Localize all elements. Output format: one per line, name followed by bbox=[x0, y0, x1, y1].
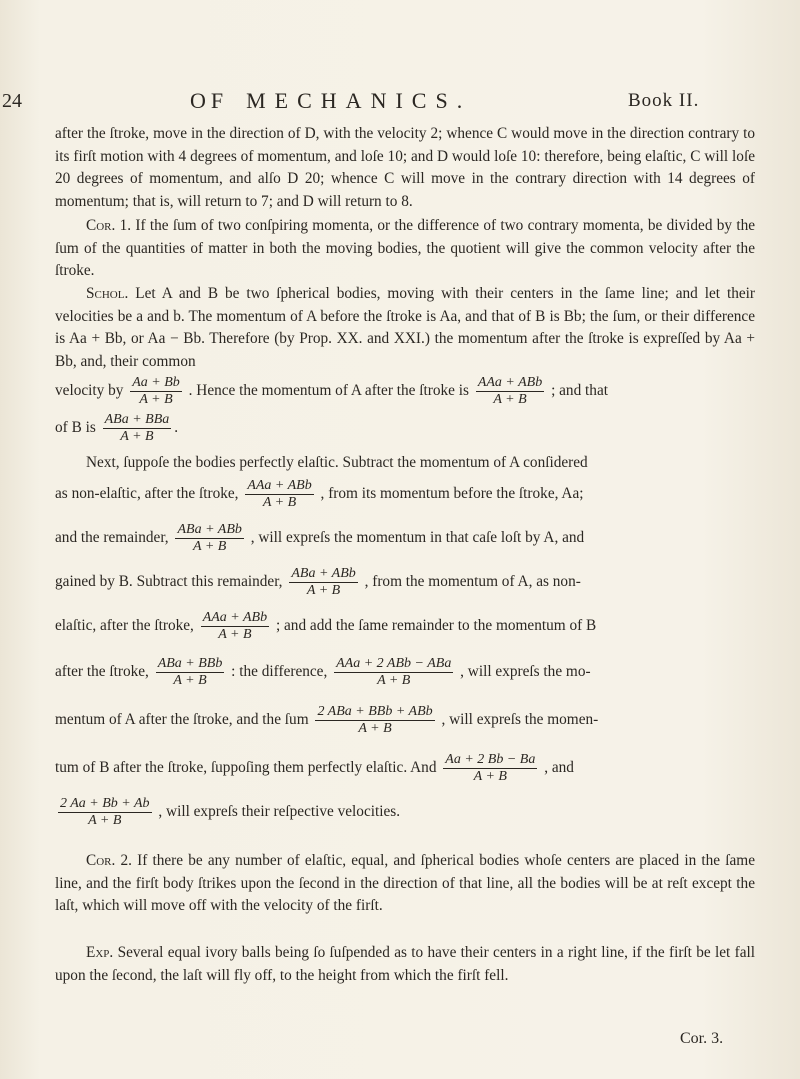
tum-suffix: , and bbox=[544, 759, 574, 777]
vel-suffix: ; and that bbox=[551, 382, 608, 400]
nonel-suffix: , from its momentum before the ſtroke, Aa; bbox=[320, 485, 584, 503]
fraction-2: $\frac{\text{AAa + ABb}}{A + B}$ bbox=[477, 375, 543, 407]
gain-suffix: , from the momentum of A, as non- bbox=[364, 573, 581, 591]
equation-nonelastic bbox=[55, 478, 755, 511]
fraction-12: $\frac{2 Aa + Bb + Ab}{A + B}$ bbox=[60, 796, 150, 828]
corollary-1 bbox=[55, 215, 755, 283]
running-title-of: OF bbox=[190, 88, 229, 113]
exp-text: Several equal ivory balls being ſo ſuſpended as to have their centers in a right line, if the firſt be let fall upon the ſecond, the laſt will fly off, to the height from which the firſt fell. bbox=[55, 944, 755, 984]
equation-momentum-b bbox=[55, 752, 755, 785]
ment-suffix: , will expreſs the momen- bbox=[441, 711, 599, 729]
equation-gained bbox=[55, 566, 755, 599]
schol-label: Schol. bbox=[86, 285, 129, 302]
equation-velocities bbox=[55, 796, 755, 829]
gain-prefix: gained by B. Subtract this remainder, bbox=[55, 573, 283, 591]
equation-elastic bbox=[55, 610, 755, 643]
fraction-8: $\frac{\text{ABa + BBb}}{A + B}$ bbox=[157, 656, 223, 688]
paragraph-1 bbox=[55, 123, 755, 213]
vel-prefix: velocity by bbox=[55, 382, 124, 400]
fraction-4: $\frac{\text{AAa + ABb}}{A + B}$ bbox=[247, 478, 312, 510]
catchword: Cor. 3. bbox=[680, 1030, 724, 1047]
nonel-prefix: as non-elaſtic, after the ſtroke, bbox=[55, 485, 239, 503]
equation-momentum-a bbox=[55, 704, 755, 737]
equation-after bbox=[55, 656, 755, 689]
next-paragraph bbox=[55, 452, 755, 475]
equation-remainder bbox=[55, 522, 755, 555]
scholium bbox=[55, 283, 755, 373]
fraction-7: $\frac{\text{AAa + ABb}}{A + B}$ bbox=[202, 610, 268, 642]
equation-velocity bbox=[55, 375, 755, 408]
running-title-mechanics: MECHANICS. bbox=[246, 88, 472, 113]
cor2-label: Cor. 2. bbox=[86, 852, 132, 869]
schol-text: Let A and B be two ſpherical bodies, moving with their centers in the ſame line; and let their velocities be a and b. The momentum of A before the ſtroke is Aa, and that of B is Bb; the ſum, or their difference is Aa + Bb, or Aa − Bb. Therefore (by Prop. XX. and XXI.) the momentum after the ſtroke is expreſſed by Aa + Bb, and, their common bbox=[55, 285, 756, 370]
next-text: Next, ſuppoſe the bodies perfectly elaſtic. Subtract the momentum of A conſidered bbox=[86, 454, 588, 471]
fraction-10: $\frac{\text{2 ABa + BBb + ABb}}{A + B}$ bbox=[317, 704, 433, 736]
rem-suffix: , will expreſs the momentum in that caſe loſt by A, and bbox=[250, 529, 585, 547]
fraction-9: $\frac{\text{AAa + 2 ABb − ABa}}{A + B}$ bbox=[336, 656, 452, 688]
last-suffix: , will expreſs their reſpective velocities. bbox=[158, 803, 401, 821]
running-title bbox=[190, 88, 471, 114]
cor2-text: If there be any number of elaſtic, equal, and ſpherical bodies whoſe centers are placed in the ſame line, and the firſt body ſtrikes upon the ſecond in the direction of that line, all the bodies will be at reſt except the laſt, which will move off with the velocity of the firſt. bbox=[55, 852, 755, 914]
fraction-6: $\frac{\text{ABa + ABb}}{A + B}$ bbox=[291, 566, 356, 598]
experiment bbox=[55, 942, 755, 987]
paragraph-1-text: after the ſtroke, move in the direction of D, with the velocity 2; whence C would move in the direction contrary to its firſt motion with 4 degrees of momentum, and loſe 10; and D would loſe 10: therefore, being elaſtic, C will loſe 20 degrees of momentum, and alſo D 20; whence C will move in the contrary direction with 14 degrees of momentum; that is, will return to 7; and D will return to 8. bbox=[55, 125, 755, 210]
rem-prefix: and the remainder, bbox=[55, 529, 169, 547]
el-prefix: elaſtic, after the ſtroke, bbox=[55, 617, 194, 635]
fraction-3: $\frac{\text{ABa + BBa}}{A + B}$ bbox=[104, 412, 170, 444]
after-prefix: after the ſtroke, bbox=[55, 663, 149, 681]
cor1-label: Cor. 1. bbox=[86, 217, 132, 234]
fraction-11: $\frac{Aa + 2 Bb - Ba}{A + B}$ bbox=[445, 752, 536, 784]
fraction-5: $\frac{\text{ABa + ABb}}{A + B}$ bbox=[177, 522, 242, 554]
after-suffix: , will expreſs the mo- bbox=[460, 663, 591, 681]
equation-of-b: of B is $\frac{\text{ABa + BBa}}{A + B}$ . bbox=[55, 412, 179, 444]
ofb-prefix: of B is bbox=[55, 419, 96, 437]
corollary-2 bbox=[55, 850, 755, 918]
page-number: 24 bbox=[2, 90, 22, 112]
after-mid: : the difference, bbox=[231, 663, 328, 681]
exp-label: Exp. bbox=[86, 944, 114, 961]
cor1-text: If the ſum of two conſpiring momenta, or the difference of two contrary momenta, be divided by the ſum of the quantities of matter in both the moving bodies, the quotient will give the common velocity after the ſtroke. bbox=[55, 217, 756, 279]
vel-mid: . Hence the momentum of A after the ſtroke is bbox=[188, 382, 469, 400]
book-reference: Book II. bbox=[628, 90, 700, 111]
fraction-1: $\frac{Aa + Bb}{A + B}$ bbox=[132, 375, 180, 407]
el-suffix: ; and add the ſame remainder to the momentum of B bbox=[275, 617, 597, 635]
tum-prefix: tum of B after the ſtroke, ſuppoſing them perfectly elaſtic. And bbox=[55, 759, 437, 777]
ment-prefix: mentum of A after the ſtroke, and the ſum bbox=[55, 711, 309, 729]
